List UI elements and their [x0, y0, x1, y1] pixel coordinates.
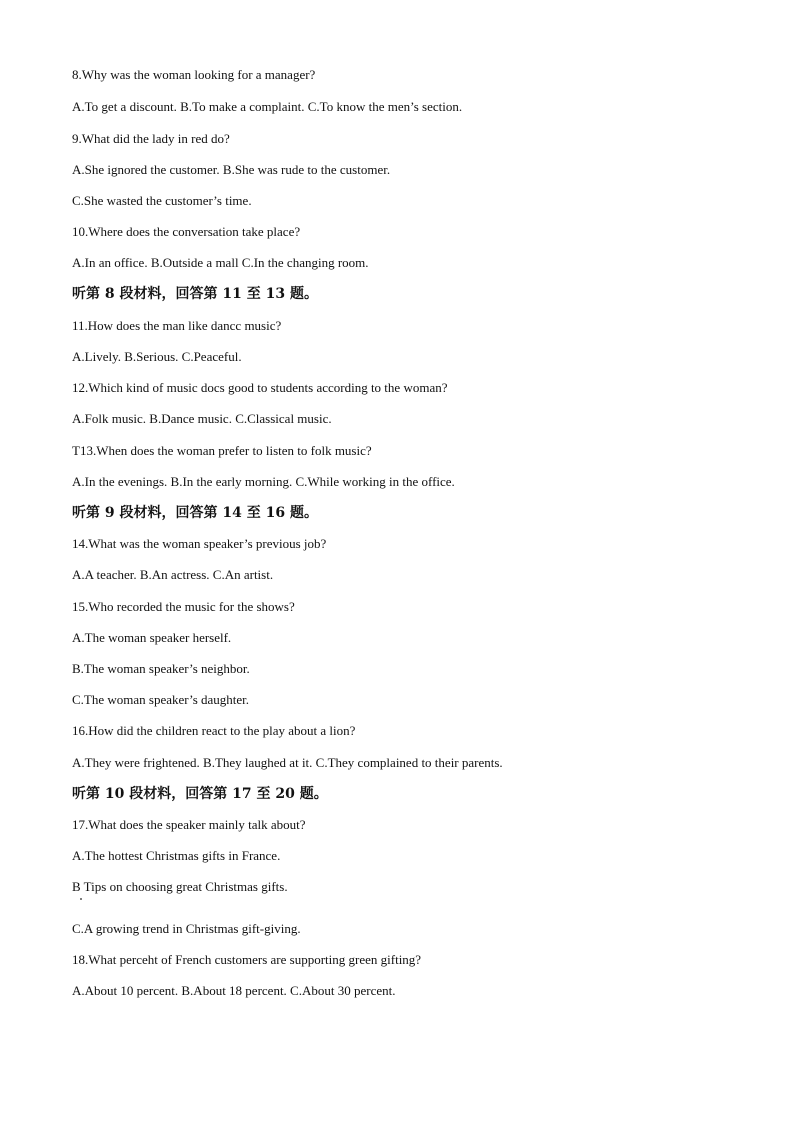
- question-10: 10.Where does the conversation take place?: [72, 224, 301, 239]
- question-17: 17.What does the speaker mainly talk about?: [72, 817, 306, 832]
- question-15-option-b: B.The woman speaker’s neighbor.: [72, 661, 250, 676]
- question-17-option-b: B Tips on choosing great Christmas gifts.: [72, 879, 288, 894]
- question-8: 8.Why was the woman looking for a manager?: [72, 67, 316, 82]
- question-9-options-ab: A.She ignored the customer. B.She was rude to the customer.: [72, 162, 391, 177]
- question-13: T13.When does the woman prefer to listen to folk music?: [72, 443, 372, 458]
- question-15-option-c: C.The woman speaker’s daughter.: [72, 692, 250, 707]
- section-heading-10: 听第 10 段材料，回答第 17 至 20 题。: [72, 786, 328, 802]
- question-8-options: A.To get a discount. B.To make a complaint. C.To know the men’s section.: [72, 99, 463, 114]
- question-15-option-a: A.The woman speaker herself.: [72, 630, 232, 645]
- question-9-option-c: C.She wasted the customer’s time.: [72, 193, 252, 208]
- question-16-options: A.They were frightened. B.They laughed at it. C.They complained to their parents.: [72, 755, 503, 770]
- question-9: 9.What did the lady in red do?: [72, 131, 230, 146]
- question-17-option-c: C.A growing trend in Christmas gift-giving.: [72, 921, 301, 936]
- question-11: 11.How does the man like dancc music?: [72, 318, 282, 333]
- section-heading-8: 听第 8 段材料，回答第 11 至 13 题。: [72, 286, 318, 302]
- question-14: 14.What was the woman speaker’s previous job?: [72, 536, 327, 551]
- stray-mark: [80, 898, 82, 900]
- question-10-options: A.In an office. B.Outside a mall C.In the changing room.: [72, 255, 369, 270]
- question-18: 18.What perceht of French customers are supporting green gifting?: [72, 952, 422, 967]
- question-17-option-a: A.The hottest Christmas gifts in France.: [72, 848, 281, 863]
- question-16: 16.How did the children react to the play about a lion?: [72, 723, 356, 738]
- question-18-options: A.About 10 percent. B.About 18 percent. C.About 30 percent.: [72, 983, 396, 998]
- question-11-options: A.Lively. B.Serious. C.Peaceful.: [72, 349, 242, 364]
- question-12: 12.Which kind of music docs good to students according to the woman?: [72, 380, 448, 395]
- question-14-options: A.A teacher. B.An actress. C.An artist.: [72, 567, 274, 582]
- section-heading-9: 听第 9 段材料，回答第 14 至 16 题。: [72, 505, 318, 521]
- question-15: 15.Who recorded the music for the shows?: [72, 599, 295, 614]
- question-12-options: A.Folk music. B.Dance music. C.Classical music.: [72, 411, 332, 426]
- question-13-options: A.In the evenings. B.In the early morning. C.While working in the office.: [72, 474, 455, 489]
